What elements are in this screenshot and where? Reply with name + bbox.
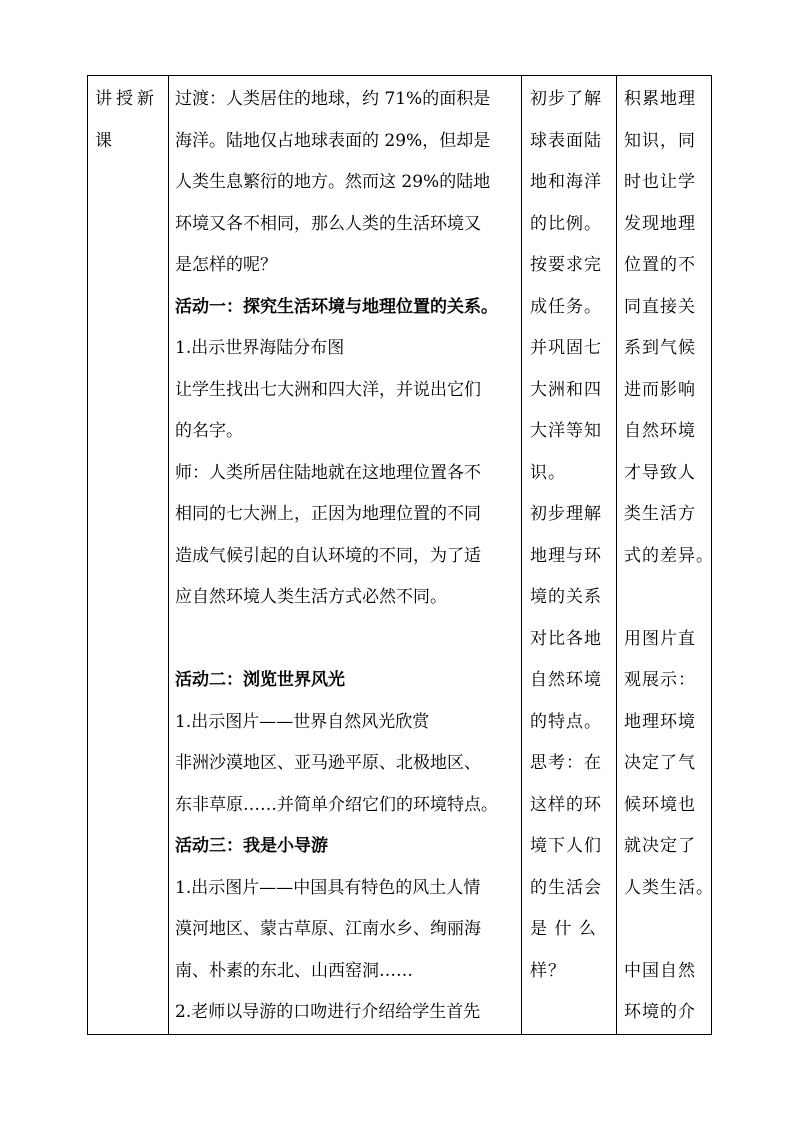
text-line: 南、朴素的东北、山西窑洞……: [175, 960, 413, 981]
teacher-activity-text: [169, 76, 521, 1034]
text-line: 境下人们: [530, 836, 602, 856]
text-line: 活动一：探究生活环境与地理位置的关系。: [175, 296, 498, 317]
section-label: [88, 76, 168, 162]
text-line: 漠河地区、蒙古草原、江南水乡、绚丽海: [175, 919, 481, 939]
text-line: 的特点。: [530, 711, 602, 732]
text-line: 大洋等知: [530, 421, 602, 441]
text-line: [624, 577, 707, 619]
text-line: 是 什 么: [530, 919, 597, 939]
lesson-plan-table: [87, 75, 712, 1035]
text-line: 相同的七大洲上，正因为地理位置的不同: [175, 504, 481, 524]
text-line: 2.老师以导游的口吻进行介绍给学生首先: [175, 1002, 481, 1022]
student-activity-text: [522, 76, 616, 992]
text-line: 让学生找出七大洲和四大洋，并说出它们: [175, 379, 481, 400]
text-line: 人类生活。: [624, 877, 714, 898]
text-line: 这样的环: [530, 794, 602, 815]
text-line: 讲授新: [95, 89, 158, 109]
table-row: [88, 76, 712, 1035]
text-line: 才导致人: [624, 462, 696, 483]
text-line: 初步了解: [530, 89, 602, 109]
text-line: 候环境也: [624, 794, 696, 815]
text-line: 的比例。: [530, 213, 602, 234]
text-line: 造成气候引起的自认环境的不同，为了适: [175, 545, 481, 566]
text-line: 识。: [530, 462, 566, 483]
text-line: 人类生息繁衍的地方。然而这 29%的陆地: [175, 172, 491, 192]
text-line: 样？: [530, 960, 566, 981]
text-line: 环境的介: [624, 1002, 696, 1022]
design-purpose-text: [617, 76, 714, 1034]
text-line: 知识，同: [624, 130, 696, 151]
text-line: 东非草原……并简单介绍它们的环境特点。: [175, 794, 498, 815]
text-line: 地和海洋: [530, 172, 602, 192]
text-line: [624, 909, 707, 951]
text-line: 进而影响: [624, 379, 696, 400]
text-line: 位置的不: [624, 255, 696, 275]
text-line: 球表面陆: [530, 130, 602, 151]
text-line: 大洲和四: [530, 379, 602, 400]
text-line: 积累地理: [624, 89, 696, 109]
text-line: 思考：在: [530, 753, 602, 773]
text-line: 发现地理: [624, 213, 696, 234]
text-line: [175, 619, 517, 661]
text-line: 境的关系: [530, 587, 602, 607]
text-line: 地理环境: [624, 711, 696, 732]
text-line: 用图片直: [624, 628, 696, 649]
text-line: 按要求完: [530, 255, 602, 275]
text-line: 非洲沙漠地区、亚马逊平原、北极地区、: [175, 753, 481, 773]
text-line: 自然环境: [624, 421, 696, 441]
text-line: 成任务。: [530, 296, 602, 317]
text-line: 中国自然: [624, 960, 696, 981]
text-line: 1.出示图片——世界自然风光欣赏: [175, 711, 430, 732]
text-line: 环境又各不相同，那么人类的生活环境又: [175, 213, 481, 234]
text-line: 对比各地: [530, 628, 602, 649]
student-activity-cell: [522, 76, 617, 1035]
text-line: 时也让学: [624, 172, 696, 192]
text-line: 1.出示图片——中国具有特色的风土人情: [175, 877, 481, 898]
text-line: 类生活方: [624, 504, 696, 524]
text-line: 1.出示世界海陆分布图: [175, 338, 345, 358]
text-line: 并巩固七: [530, 338, 602, 358]
section-cell: [88, 76, 169, 1035]
text-line: 师：人类所居住陆地就在这地理位置各不: [175, 462, 481, 483]
text-line: 观展示：: [624, 670, 696, 690]
text-line: 活动二：浏览世界风光: [175, 670, 345, 690]
text-line: 式的差异。: [624, 545, 714, 566]
text-line: 是怎样的呢？: [175, 255, 277, 275]
text-line: 课: [95, 130, 116, 151]
text-line: 系到气候: [624, 338, 696, 358]
text-line: 的名字。: [175, 421, 243, 441]
text-line: 就决定了: [624, 836, 696, 856]
text-line: 的生活会: [530, 877, 602, 898]
text-line: 地理与环: [530, 545, 602, 566]
text-line: 海洋。陆地仅占地球表面的 29%，但却是: [175, 130, 491, 151]
text-line: 应自然环境人类生活方式必然不同。: [175, 587, 447, 607]
text-line: 初步理解: [530, 504, 602, 524]
text-line: 决定了气: [624, 753, 696, 773]
text-line: 过渡：人类居住的地球，约 71%的面积是: [175, 89, 491, 109]
teacher-activity-cell: [169, 76, 522, 1035]
text-line: 自然环境: [530, 670, 602, 690]
text-line: 同直接关: [624, 296, 696, 317]
text-line: 活动三：我是小导游: [175, 836, 328, 856]
design-purpose-cell: [617, 76, 712, 1035]
